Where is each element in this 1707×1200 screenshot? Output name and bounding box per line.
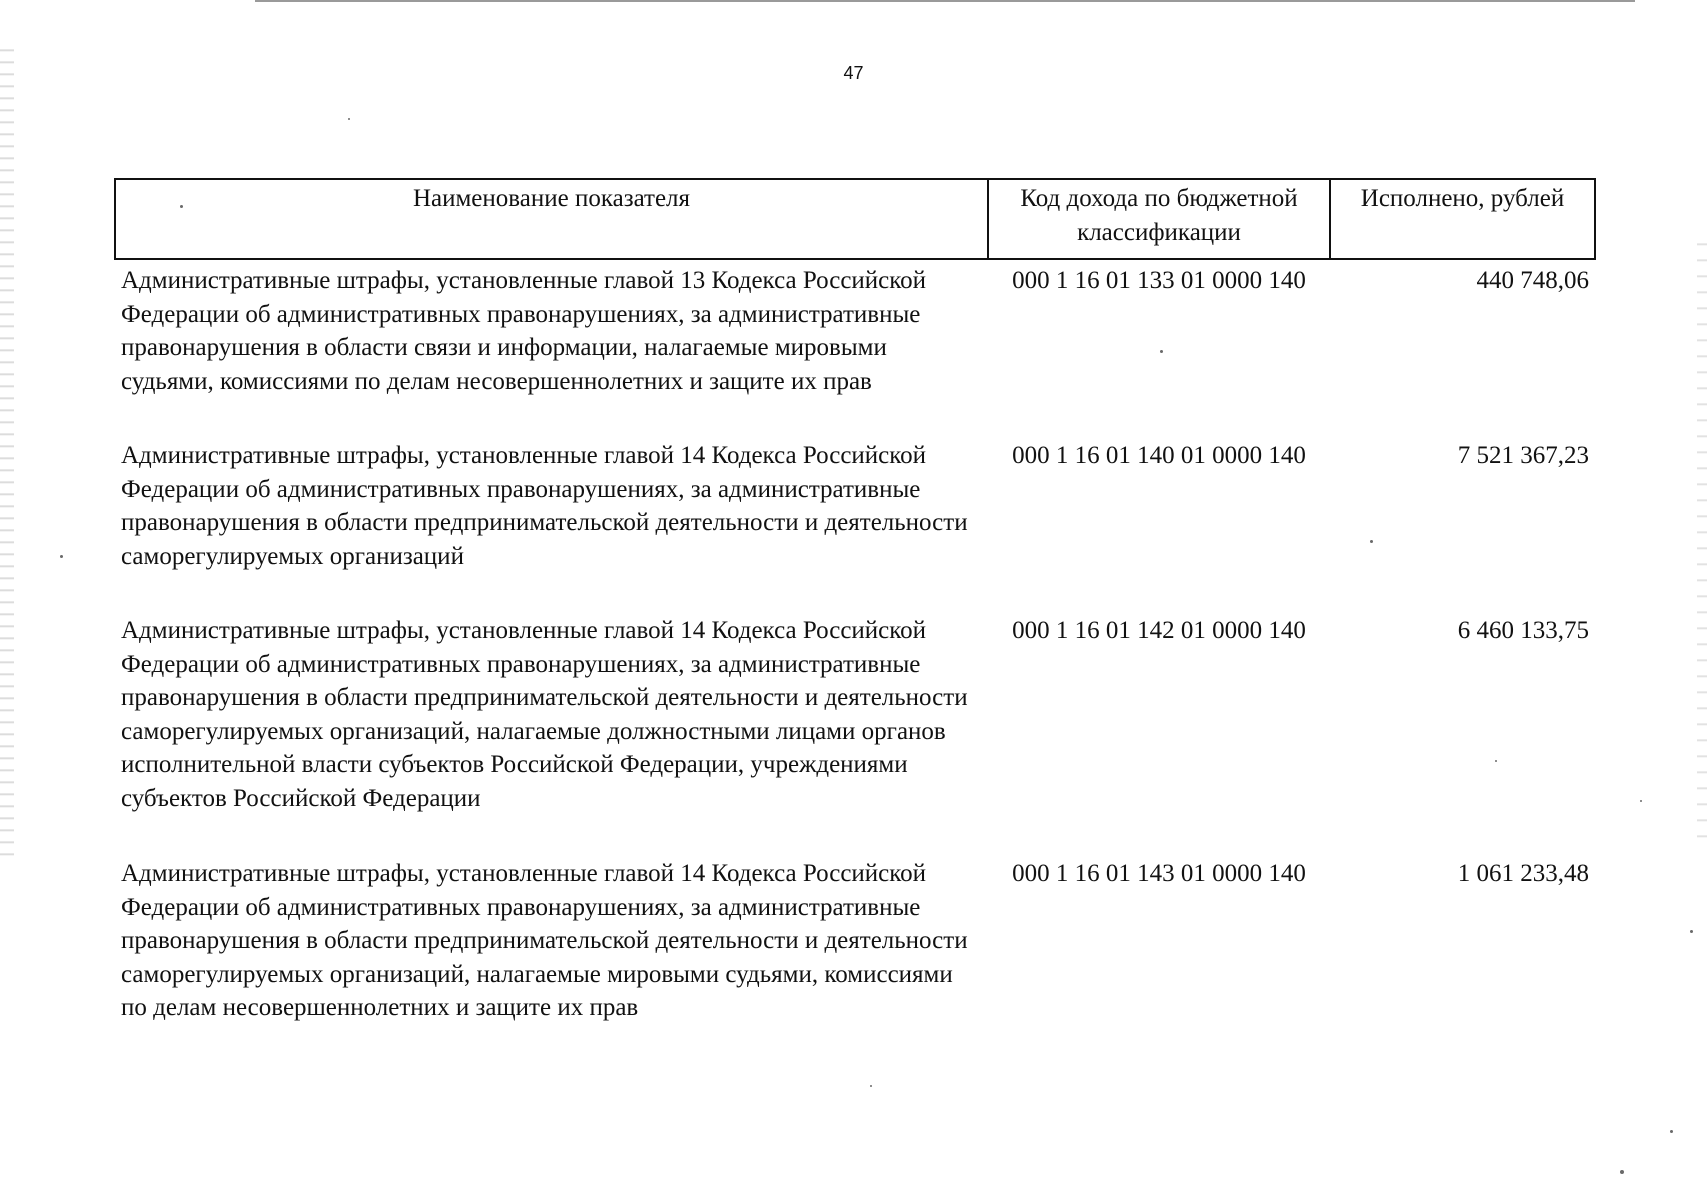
row-code: 000 1 16 01 140 01 0000 140 <box>1012 442 1306 469</box>
scan-speck <box>1495 760 1497 762</box>
row-amount: 7 521 367,23 <box>1457 442 1589 469</box>
row-amount: 6 460 133,75 <box>1457 617 1589 644</box>
row-name: Административные штрафы, установленные главой 14 Кодекса Российской Федерации об административных правонарушениях, за административные правонарушения в области предпринимательской деятельности и деятельности саморегулируемых организаций <box>121 442 968 570</box>
table-row <box>115 857 1595 1057</box>
scan-top-edge <box>255 0 1635 2</box>
row-code: 000 1 16 01 133 01 0000 140 <box>1012 267 1306 294</box>
scan-speck <box>60 555 63 558</box>
row-name: Административные штрафы, установленные главой 14 Кодекса Российской Федерации об административных правонарушениях, за административные правонарушения в области предпринимательской деятельности и деятельности саморегулируемых организаций, налагаемые мировыми судьями, комиссиями по делам несовершеннолетних и защите их прав <box>121 860 968 1021</box>
scan-speck <box>1690 930 1693 933</box>
row-code: 000 1 16 01 142 01 0000 140 <box>1012 617 1306 644</box>
scan-speck <box>1640 800 1642 802</box>
table-row <box>115 614 1595 857</box>
row-amount: 1 061 233,48 <box>1457 860 1589 887</box>
scan-speck <box>870 1085 872 1087</box>
table-row <box>115 259 1595 439</box>
scan-speck <box>1160 350 1163 353</box>
table-row <box>115 439 1595 614</box>
table-header-row <box>115 179 1595 259</box>
scan-speck <box>1370 540 1373 543</box>
row-amount: 440 748,06 <box>1476 267 1589 294</box>
row-code: 000 1 16 01 143 01 0000 140 <box>1012 860 1306 887</box>
row-name: Административные штрафы, установленные главой 13 Кодекса Российской Федерации об административных правонарушениях, за административные правонарушения в области связи и информации, налагаемые мировыми судьями, комиссиями по делам несовершеннолетних и защите их прав <box>121 267 927 395</box>
header-code: Код дохода по бюджетной классификации <box>988 179 1330 259</box>
header-name: Наименование показателя <box>115 179 988 259</box>
scan-speck <box>1620 1170 1624 1174</box>
scan-noise-right <box>1697 230 1707 850</box>
scan-speck <box>180 205 183 208</box>
scan-speck <box>348 118 350 120</box>
header-amount: Исполнено, рублей <box>1330 179 1595 259</box>
row-name: Административные штрафы, установленные главой 14 Кодекса Российской Федерации об административных правонарушениях, за административные правонарушения в области предпринимательской деятельности и деятельности саморегулируемых организаций, налагаемые должностными лицами органов исполнительной власти субъектов Российской Федерации, учреждениями субъектов Российской Федерации <box>121 617 968 812</box>
revenue-table <box>114 178 1596 1057</box>
scan-noise-left <box>0 40 14 860</box>
page-number: 47 <box>843 63 864 83</box>
scan-speck <box>1670 1130 1673 1133</box>
